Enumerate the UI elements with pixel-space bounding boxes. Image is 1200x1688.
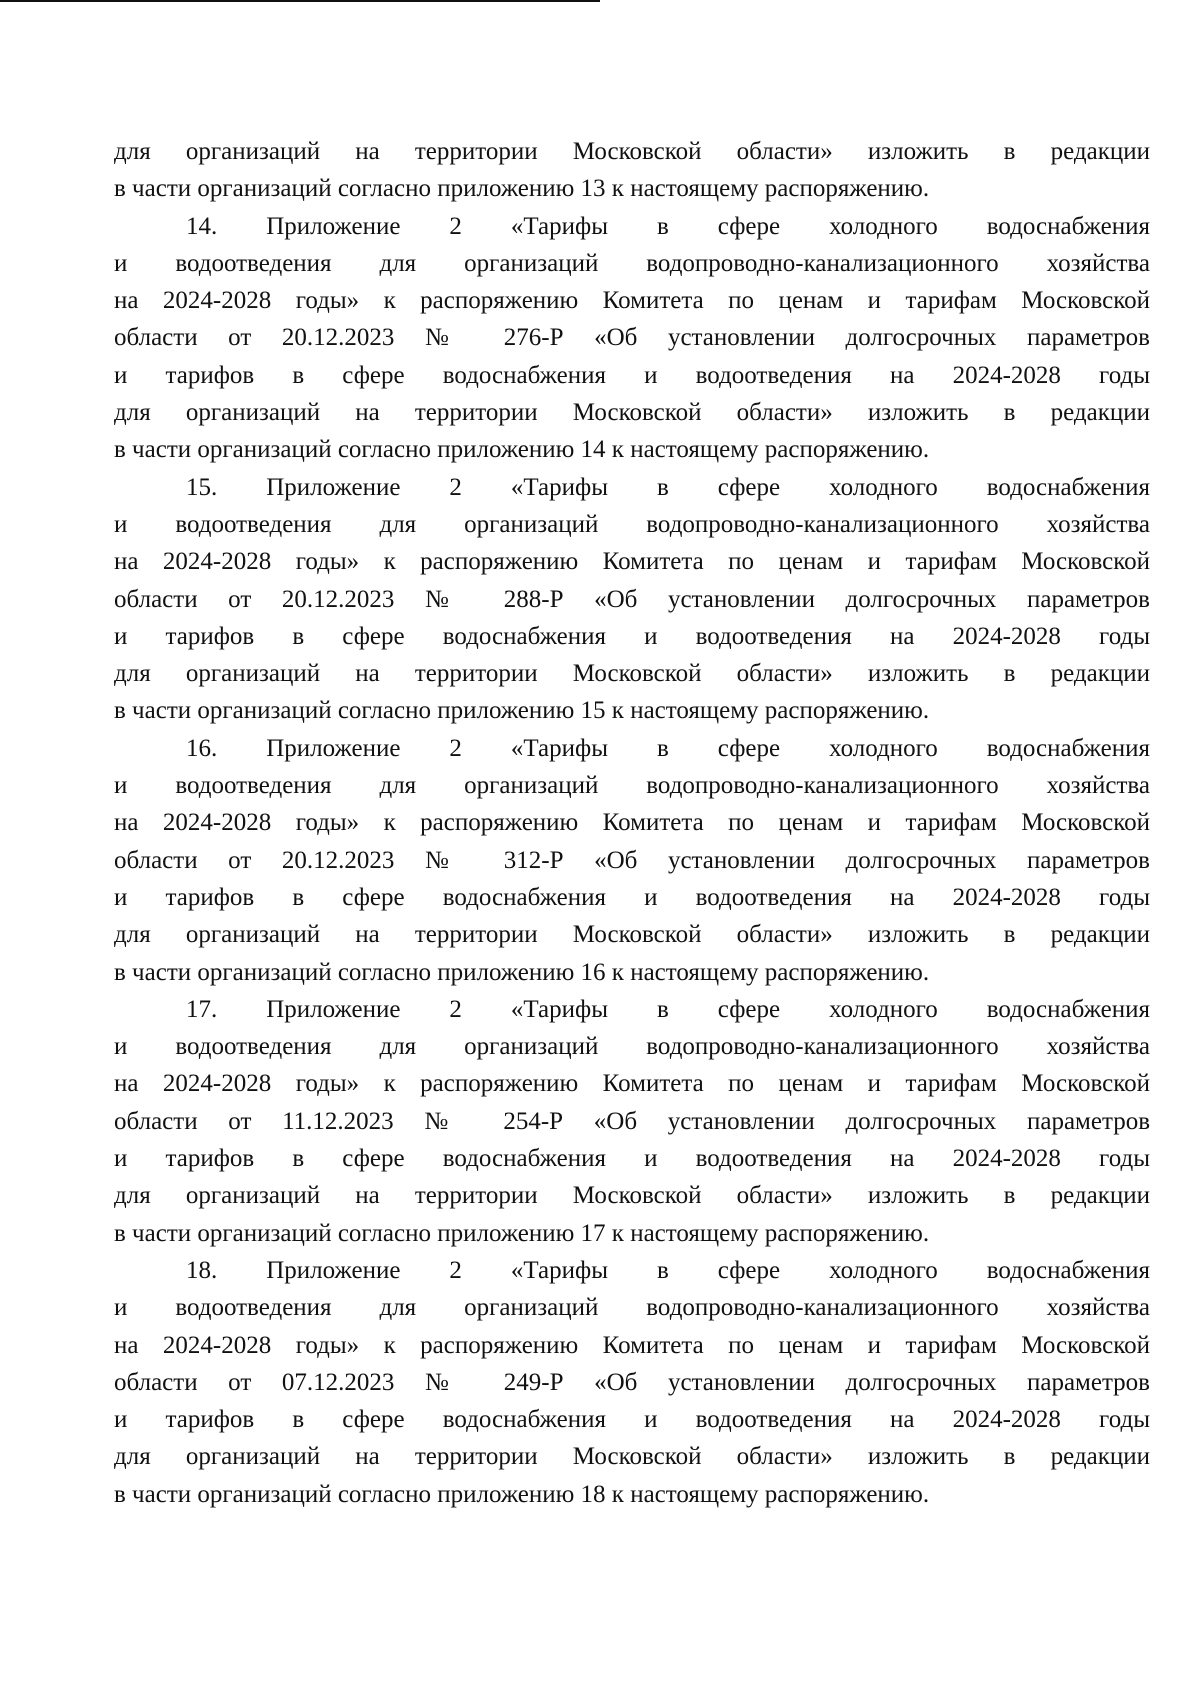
paragraph-line: на 2024-2028 годы» к распоряжению Комитета по ценам и тарифам Московской	[114, 809, 1150, 837]
paragraph-line: и водоотведения для организаций водопроводно-канализационного хозяйства	[114, 1294, 1150, 1322]
paragraph-line: для организаций на территории Московской области» изложить в редакции	[114, 660, 1150, 688]
paragraph-last-line: в части организаций согласно приложению 15 к настоящему распоряжению.	[114, 697, 930, 725]
paragraph-line: и тарифов в сфере водоснабжения и водоотведения на 2024-2028 годы	[114, 361, 1150, 389]
paragraph-line: области от 11.12.2023 № 254-Р «Об установлении долгосрочных параметров	[114, 1107, 1150, 1135]
document-body-text	[114, 133, 1150, 1513]
paragraph-line: области от 20.12.2023 № 312-Р «Об установлении долгосрочных параметров	[114, 846, 1150, 874]
paragraph-line: и тарифов в сфере водоснабжения и водоотведения на 2024-2028 годы	[114, 1145, 1150, 1173]
paragraph-line: на 2024-2028 годы» к распоряжению Комитета по ценам и тарифам Московской	[114, 548, 1150, 576]
paragraph-line: для организаций на территории Московской области» изложить в редакции	[114, 399, 1150, 427]
paragraph-first-line: 16. Приложение 2 «Тарифы в сфере холодного водоснабжения	[186, 734, 1150, 762]
paragraph-last-line: в части организаций согласно приложению 14 к настоящему распоряжению.	[114, 436, 930, 464]
paragraph-line: и тарифов в сфере водоснабжения и водоотведения на 2024-2028 годы	[114, 883, 1150, 911]
paragraph-last-line: в части организаций согласно приложению 18 к настоящему распоряжению.	[114, 1480, 930, 1508]
paragraph-line: на 2024-2028 годы» к распоряжению Комитета по ценам и тарифам Московской	[114, 1070, 1150, 1098]
paragraph-line: и водоотведения для организаций водопроводно-канализационного хозяйства	[114, 772, 1150, 800]
paragraph-line: и водоотведения для организаций водопроводно-канализационного хозяйства	[114, 1033, 1150, 1061]
paragraph-line: области от 20.12.2023 № 288-Р «Об установлении долгосрочных параметров	[114, 585, 1150, 613]
paragraph-line: и водоотведения для организаций водопроводно-канализационного хозяйства	[114, 510, 1150, 538]
paragraph-first-line: 15. Приложение 2 «Тарифы в сфере холодного водоснабжения	[186, 473, 1150, 501]
paragraph-line: для организаций на территории Московской области» изложить в редакции	[114, 138, 1150, 165]
scan-top-edge-line	[0, 0, 600, 2]
paragraph-first-line: 17. Приложение 2 «Тарифы в сфере холодного водоснабжения	[186, 995, 1150, 1023]
paragraph-line: области от 20.12.2023 № 276-Р «Об установлении долгосрочных параметров	[114, 324, 1150, 352]
paragraph-last-line: в части организаций согласно приложению 16 к настоящему распоряжению.	[114, 958, 930, 986]
paragraph-line: для организаций на территории Московской области» изложить в редакции	[114, 1182, 1150, 1210]
paragraph-line: и тарифов в сфере водоснабжения и водоотведения на 2024-2028 годы	[114, 622, 1150, 650]
paragraph-line: для организаций на территории Московской области» изложить в редакции	[114, 1443, 1150, 1471]
paragraph-line: для организаций на территории Московской области» изложить в редакции	[114, 921, 1150, 949]
paragraph-line: и водоотведения для организаций водопроводно-канализационного хозяйства	[114, 249, 1150, 277]
paragraph-line: области от 07.12.2023 № 249-Р «Об установлении долгосрочных параметров	[114, 1368, 1150, 1396]
paragraph-first-line: 14. Приложение 2 «Тарифы в сфере холодного водоснабжения	[186, 212, 1150, 240]
paragraph-line: и тарифов в сфере водоснабжения и водоотведения на 2024-2028 годы	[114, 1406, 1150, 1434]
paragraph-first-line: 18. Приложение 2 «Тарифы в сфере холодного водоснабжения	[186, 1256, 1150, 1284]
paragraph-last-line: в части организаций согласно приложению 13 к настоящему распоряжению.	[114, 175, 930, 203]
paragraph-line: на 2024-2028 годы» к распоряжению Комитета по ценам и тарифам Московской	[114, 1331, 1150, 1359]
paragraph-last-line: в части организаций согласно приложению 17 к настоящему распоряжению.	[114, 1219, 930, 1247]
paragraph-line: на 2024-2028 годы» к распоряжению Комитета по ценам и тарифам Московской	[114, 287, 1150, 315]
